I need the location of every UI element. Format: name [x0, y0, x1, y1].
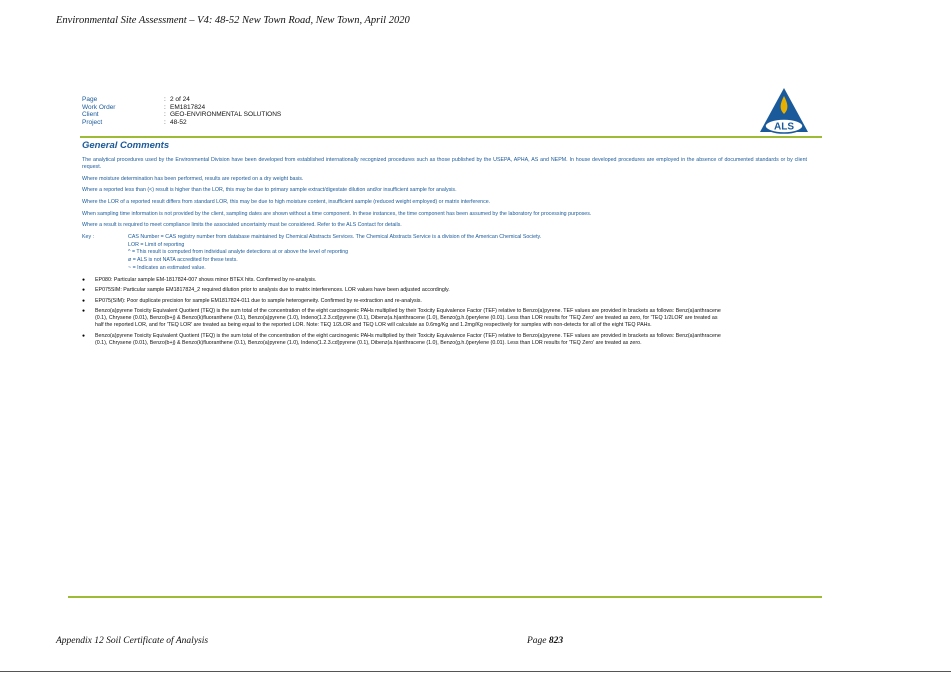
meta-label: Page [82, 96, 98, 103]
comment-paragraph: When sampling time information is not provided by the client, sampling dates are shown without a time component. In these instances, the time component has been assumed by the laboratory for processing purposes. [82, 210, 592, 217]
key-item: ~ = Indicates an estimated value. [128, 264, 206, 271]
key-label: Key : [82, 233, 95, 240]
bullet-item: ● Benzo(a)pyrene Toxicity Equivalent Quotient (TEQ) is the sum total of the concentration of the eight carcinogenic PAHs multiplied by their Toxicity Equivalence Factor (TEF) relative to Benzo(a)pyrene. TEF values are provided in brackets as follows: Benz(a)anthracene (0.1), Chrysene (0.01), Benzo(b+j) & Benzo(k)fluoranthene (0.1), Benzo(a)pyrene (1.0), Indeno(1.2.3.cd)pyrene (0.1), Dibenz(a.h)anthracene (1.0), Benzo(g.h.i)perylene (0.01). Less than LOR results for 'TEQ Zero' are treated as zero. [82, 333, 725, 347]
comment-paragraph: The analytical procedures used by the Environmental Division have been developed from established internationally recognized procedures such as those published by the USEPA, APHA, AS and NEPM. In house developed procedures are employed in the absence of documented standards or by client request. [82, 157, 807, 171]
footer-page-number [527, 636, 563, 646]
report-meta [82, 96, 281, 126]
key-item: ø = ALS is not NATA accredited for these tests. [128, 257, 238, 264]
als-logo-text: ALS [774, 121, 794, 133]
general-comments [82, 157, 807, 350]
key-item: CAS Number = CAS registry number from database maintained by Chemical Abstracts Services. The Chemical Abstracts Service is a division of the American Chemical Society. [128, 233, 542, 240]
meta-label: Project [82, 118, 103, 126]
meta-label: Work Order [82, 103, 116, 111]
footer-page-label: Page [527, 636, 547, 646]
header-divider [80, 136, 822, 138]
meta-row-work-order [82, 104, 281, 112]
bullet-item: ● EP075SIM: Particular sample EM1817824_2 required dilution prior to analysis due to matrix interferences. LOR values have been adjusted accordingly. [82, 287, 725, 294]
meta-separator: : [164, 111, 166, 119]
meta-value: GEO-ENVIRONMENTAL SOLUTIONS [170, 111, 282, 119]
meta-label: Client [82, 111, 99, 119]
section-title: General Comments [82, 140, 170, 151]
footer-page-value: 823 [548, 636, 564, 646]
key-item: LOR = Limit of reporting [128, 241, 185, 248]
comment-paragraph: Where the LOR of a reported result differs from standard LOR, this may be due to high moisture content, insufficient sample (reduced weight employed) or matrix interference. [82, 198, 491, 205]
meta-separator: : [164, 118, 166, 126]
meta-separator: : [164, 103, 166, 111]
meta-value: 2 of 24 [170, 96, 190, 103]
key-items [128, 234, 541, 273]
page-bottom-edge [0, 671, 951, 672]
comment-paragraph: Where a result is required to meet compliance limits the associated uncertainty must be considered. Refer to the ALS Contact for details. [82, 222, 402, 229]
als-logo [758, 86, 810, 136]
bullet-item: ● EP080: Particular sample EM-1817824-007 shows minor BTEX hits. Confirmed by re-analysis. [82, 277, 725, 284]
meta-separator: : [164, 96, 166, 103]
bullet-list [82, 277, 807, 347]
meta-row-page [82, 96, 281, 104]
meta-row-project [82, 119, 281, 127]
document-header-title: Environmental Site Assessment – V4: 48-52 New Town Road, New Town, April 2020 [56, 15, 410, 26]
comment-paragraph: Where moisture determination has been performed, results are reported on a dry weight basis. [82, 175, 304, 182]
meta-value: 48-52 [170, 118, 187, 126]
footer-divider [68, 596, 822, 598]
bullet-item: ● EP075(SIM): Poor duplicate precision for sample EM1817824-011 due to sample heterogeneity. Confirmed by re-extraction and re-analysis. [82, 298, 725, 305]
bullet-item: ● Benzo(a)pyrene Toxicity Equivalent Quotient (TEQ) is the sum total of the concentration of the eight carcinogenic PAHs multiplied by their Toxicity Equivalence Factor (TEF) relative to Benzo(a)pyrene. TEF values are provided in brackets as follows: Benz(a)anthracene (0.1), Chrysene (0.01), Benzo(b+j) & Benzo(k)fluoranthene (0.1), Benzo(a)pyrene (1.0), Indeno(1.2.3.cd)pyrene (0.1), Dibenz(a.h)anthracene (1.0), Benzo(g.h.i)perylene (0.01). Less than LOR results for 'TEQ Zero' are treated as zero, for 'TEQ 1/2LOR' are treated as half the reported LOR, and for 'TEQ LOR' are treated as being equal to the reported LOR. Note: TEQ 1/2LOR and TEQ LOR will calculate as 0.6mg/Kg and 1.2mg/Kg respectively for samples with non-detects for all of the eight TEQ PAHs. [82, 308, 725, 330]
meta-value: EM1817824 [170, 103, 206, 111]
meta-row-client [82, 111, 281, 119]
key-item: ^ = This result is computed from individual analyte detections at or above the level of reporting [128, 249, 349, 256]
comment-paragraph: Where a reported less than (<) result is higher than the LOR, this may be due to primary sample extract/digestate dilution and/or insufficient sample for analysis. [82, 187, 457, 194]
key-legend [82, 234, 807, 273]
footer-appendix-title: Appendix 12 Soil Certificate of Analysis [56, 636, 209, 646]
